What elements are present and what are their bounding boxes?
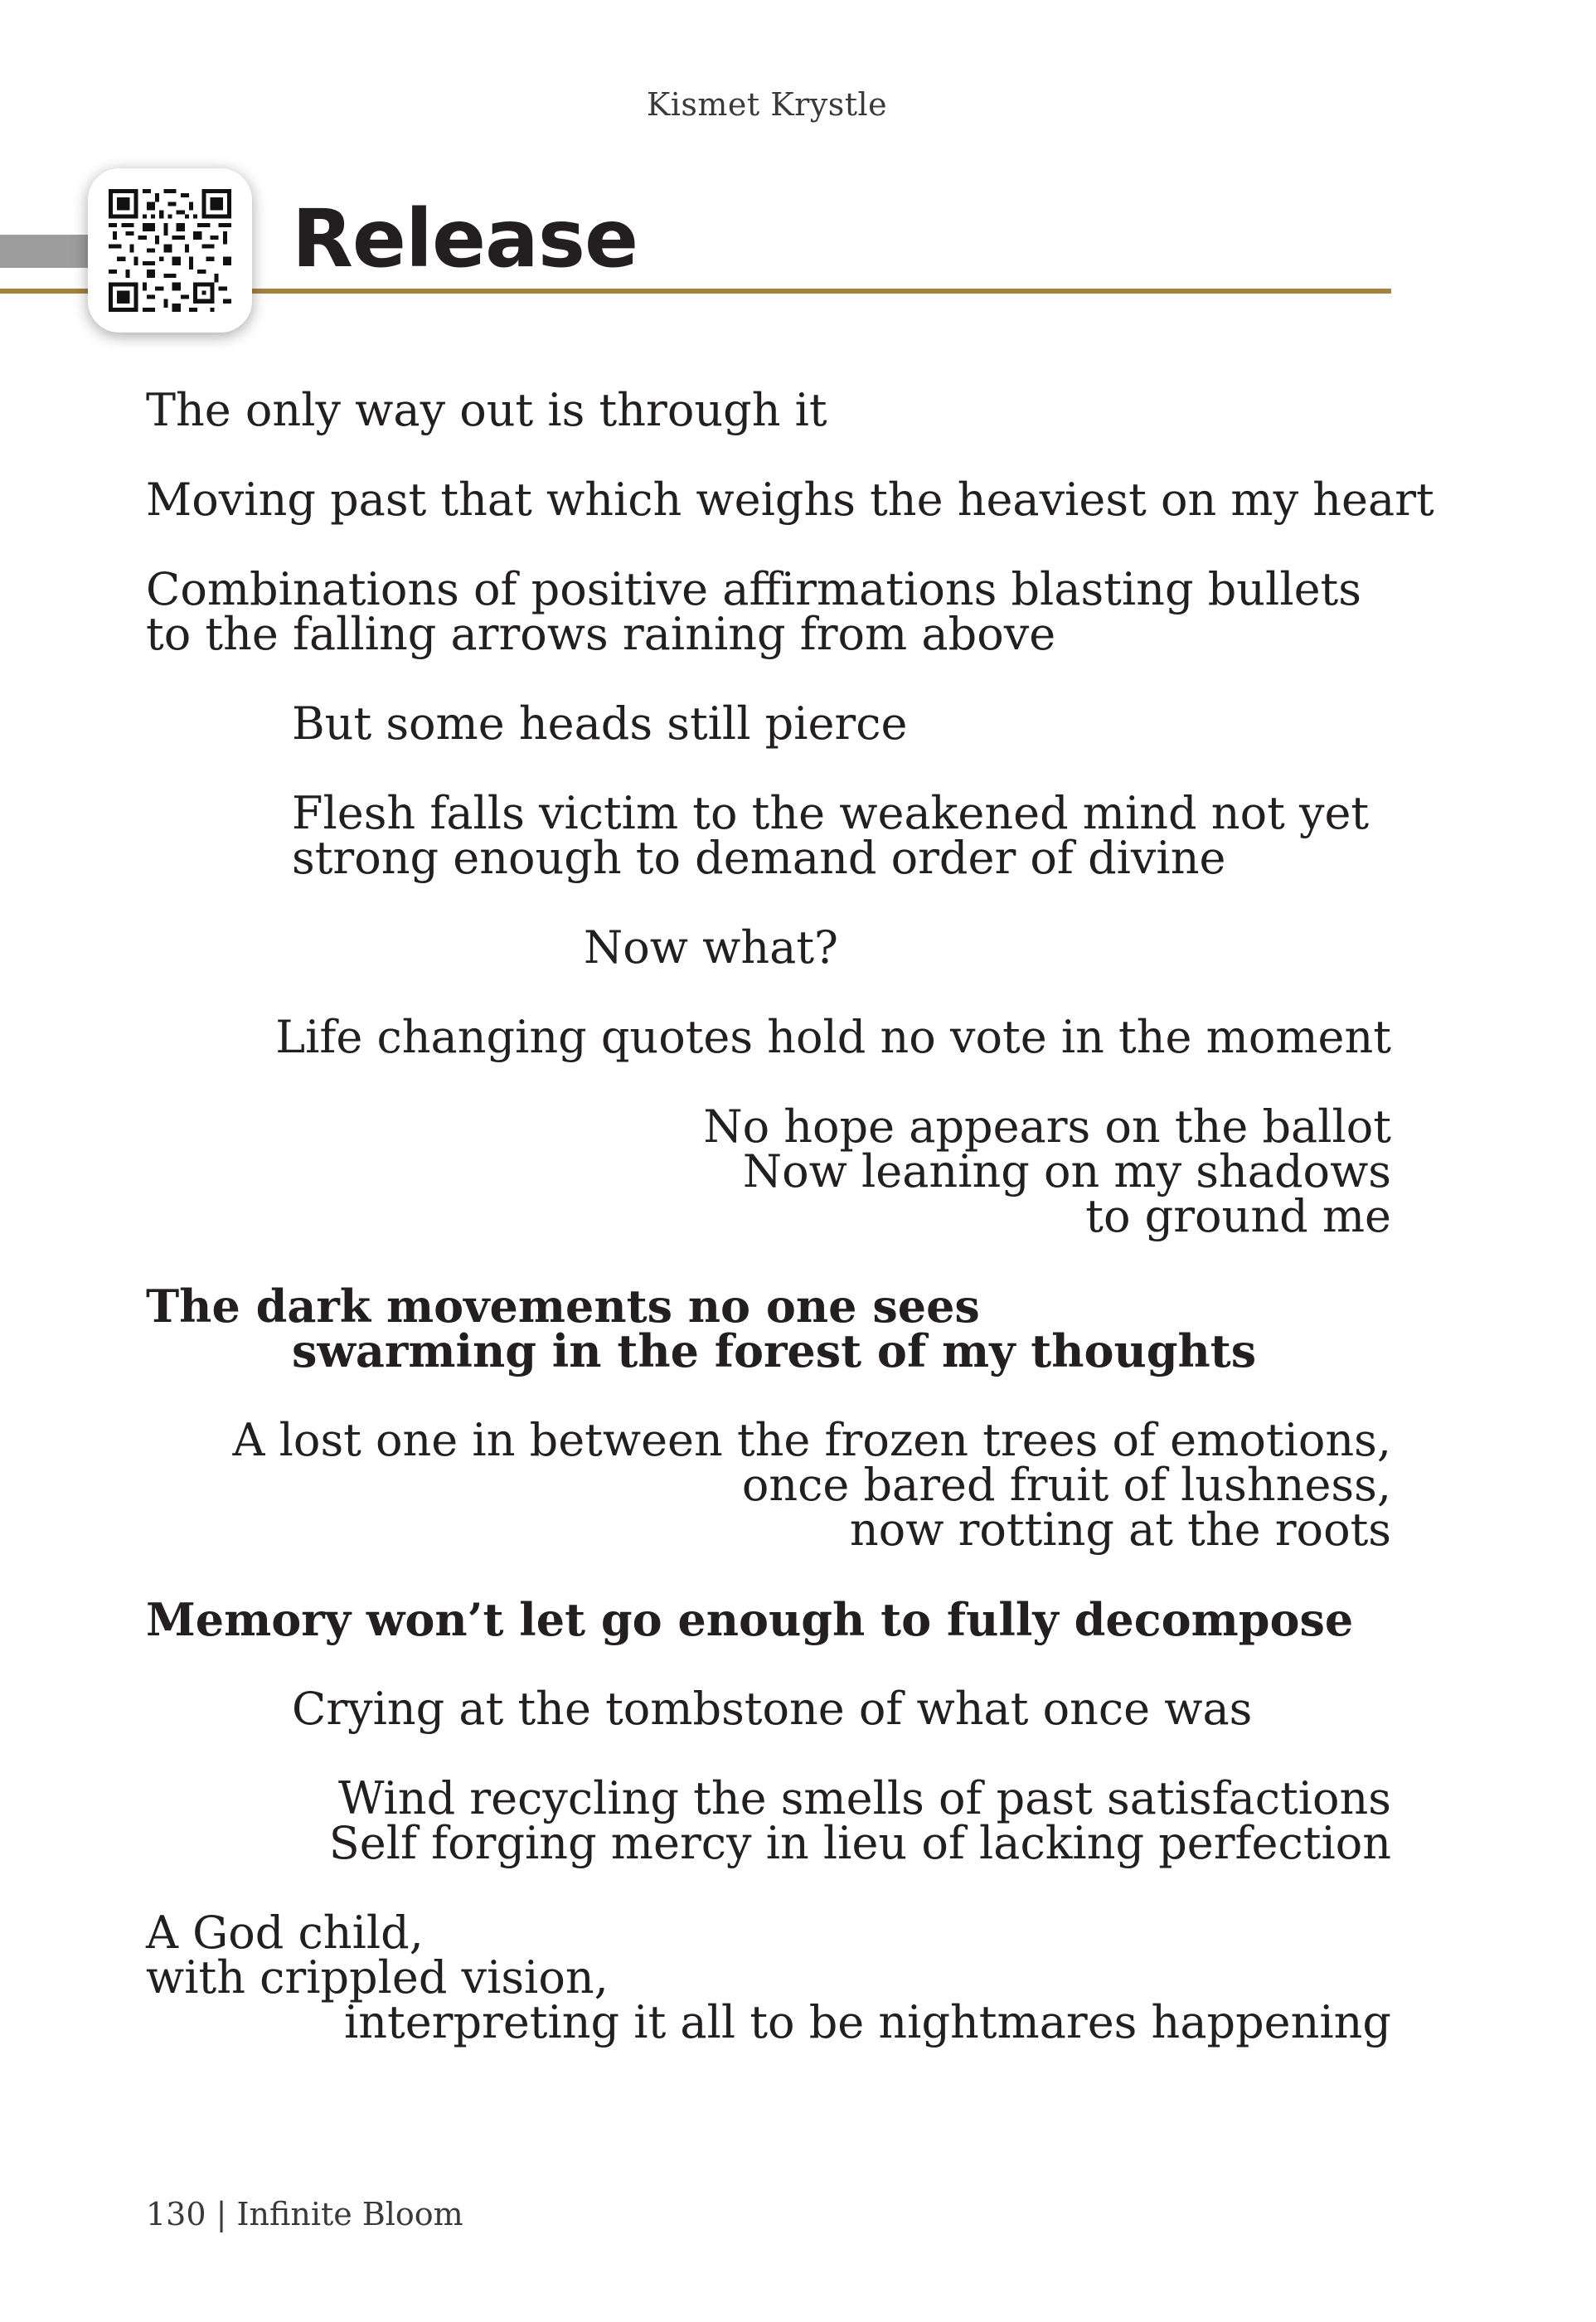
- poem-line: The only way out is through it: [146, 384, 827, 436]
- page-footer: [146, 2196, 463, 2232]
- stanza-6: [146, 921, 1391, 974]
- stanza-1: [146, 384, 1391, 436]
- poem-line: No hope appears on the ballot: [703, 1100, 1391, 1153]
- poem-line: interpreting it all to be nightmares happening: [343, 1996, 1391, 2048]
- stanza-3: [146, 563, 1391, 660]
- poem-line: But some heads still pierce: [292, 697, 908, 750]
- stanza-5: [146, 787, 1391, 884]
- poem-line: Memory won’t let go enough to fully decompose: [146, 1593, 1354, 1646]
- qr-code-icon: [109, 189, 231, 312]
- poem-line: Life changing quotes hold no vote in the moment: [275, 1011, 1391, 1063]
- poem-line: swarming in the forest of my thoughts: [292, 1324, 1257, 1377]
- stanza-9: [146, 1280, 1391, 1377]
- poem-line: to the falling arrows raining from above: [146, 608, 1056, 660]
- stanza-2: [146, 474, 1434, 526]
- stanza-14: [146, 1907, 1391, 2048]
- poem-title: Release: [292, 192, 638, 285]
- stanza-10: [146, 1414, 1391, 1556]
- poem-line: Self forging mercy in lieu of lacking perfection: [328, 1817, 1391, 1869]
- poem-line: once bared fruit of lushness,: [741, 1459, 1391, 1511]
- poem-line: Now what?: [584, 921, 838, 974]
- poem-line: Combinations of positive affirmations blasting bullets: [146, 563, 1361, 615]
- stanza-8: [146, 1100, 1391, 1242]
- stanza-7: [146, 1011, 1391, 1063]
- poem-line: now rotting at the roots: [849, 1503, 1391, 1556]
- poem-line: A lost one in between the frozen trees of emotions,: [232, 1414, 1391, 1466]
- book-title: Infinite Bloom: [236, 2196, 463, 2232]
- poem-body: [146, 384, 1434, 2090]
- poem-line: strong enough to demand order of divine: [292, 832, 1226, 884]
- stanza-4: [146, 697, 1391, 750]
- poem-line: Crying at the tombstone of what once was: [292, 1683, 1253, 1735]
- stanza-13: [146, 1772, 1391, 1869]
- stanza-12: [146, 1683, 1391, 1735]
- running-header-author: Kismet Krystle: [646, 86, 888, 123]
- poem-line: to ground me: [1085, 1190, 1391, 1242]
- poem-line: Wind recycling the smells of past satisfactions: [337, 1772, 1391, 1824]
- stanza-11: [146, 1593, 1391, 1646]
- poem-line: Now leaning on my shadows: [742, 1145, 1391, 1197]
- page-number: 130: [146, 2196, 206, 2232]
- poem-line: The dark movements no one sees: [146, 1280, 980, 1333]
- poem-line: A God child,: [146, 1907, 424, 1959]
- poem-line: Flesh falls victim to the weakened mind not yet: [292, 787, 1370, 839]
- poem-line: with crippled vision,: [146, 1951, 609, 2004]
- footer-separator: |: [216, 2196, 227, 2232]
- qr-code-badge[interactable]: [88, 168, 252, 333]
- poem-line: Moving past that which weighs the heaviest on my heart: [146, 474, 1434, 526]
